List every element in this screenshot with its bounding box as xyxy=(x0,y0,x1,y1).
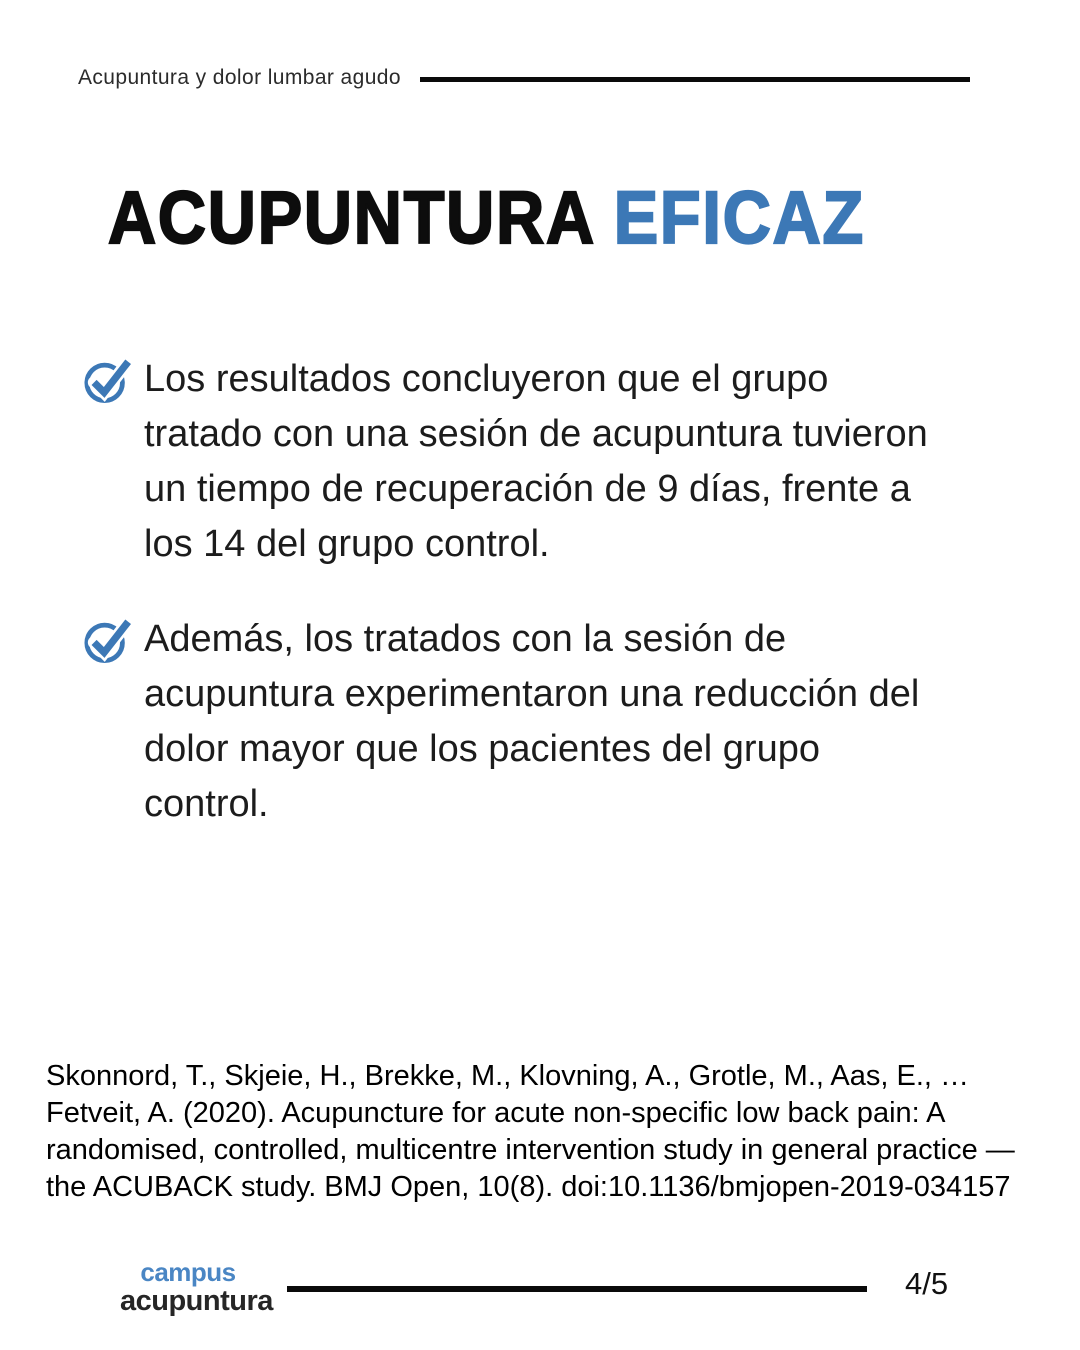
logo-word-campus: campus xyxy=(140,1257,236,1287)
check-circle-icon xyxy=(84,616,132,664)
page-title-blue-word: EFICAZ xyxy=(613,176,865,259)
reference-citation: Skonnord, T., Skjeie, H., Brekke, M., Klovning, A., Grotle, M., Aas, E., … Fetveit, A. (2020). Acupuncture for acute non-specific low back pain: A randomised, controlled, multicentre intervention study in general practice —the ACUBACK study. BMJ Open, 10(8). doi:10.1136/bmjopen-2019-034157 xyxy=(46,1060,1015,1203)
bullet-item xyxy=(84,352,944,572)
bullet-text: Los resultados concluyeron que el grupo tratado con una sesión de acupuntura tuvieron un tiempo de recuperación de 9 días, frente a los 14 del grupo control. xyxy=(144,358,928,565)
header-divider-line xyxy=(420,77,970,82)
campus-acupuntura-logo xyxy=(120,1257,273,1317)
header-topic-label: Acupuntura y dolor lumbar agudo xyxy=(78,66,401,89)
logo-word-acupuntura: acupuntura xyxy=(120,1285,273,1317)
bullet-text: Además, los tratados con la sesión de acupuntura experimentaron una reducción del dolor mayor que los pacientes del grupo control. xyxy=(144,618,920,825)
check-circle-icon xyxy=(84,356,132,404)
bullet-item xyxy=(84,612,944,832)
page-indicator: 4/5 xyxy=(905,1266,949,1301)
page-title-black-word: ACUPUNTURA xyxy=(108,176,594,259)
page-title xyxy=(108,176,865,259)
footer-divider-line xyxy=(287,1286,867,1292)
